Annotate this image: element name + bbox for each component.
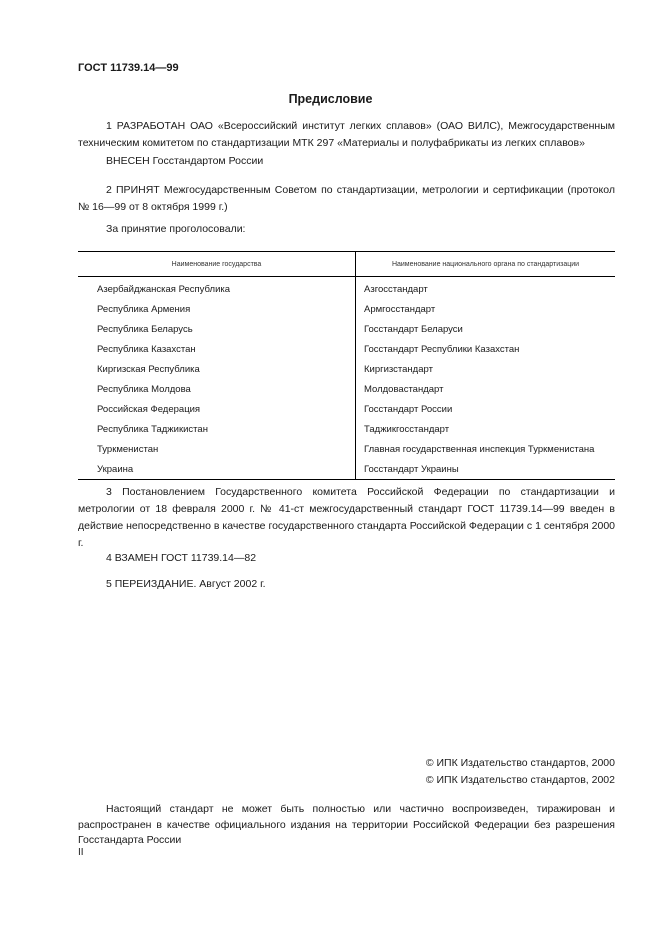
body-cell: Госстандарт России	[364, 403, 453, 415]
column-header-body: Наименование национального органа по стандартизации	[356, 252, 616, 277]
paragraph-enacted	[78, 484, 615, 552]
paragraph-replaces-text: 4 ВЗАМЕН ГОСТ 11739.14—82	[106, 552, 257, 564]
reproduction-notice-text: Настоящий стандарт не может быть полностью или частично воспроизведен, тиражирован и распространен в качестве официального издания на территории Российской Федерации без разрешения Госстандарта России	[78, 803, 615, 846]
paragraph-developed	[78, 118, 615, 152]
paragraph-reissue	[78, 576, 615, 593]
body-cell: Госстандарт Беларуси	[364, 323, 463, 335]
body-cell: Армгосстандарт	[364, 303, 436, 315]
paragraph-voted	[78, 221, 615, 238]
page-number: II	[78, 847, 84, 858]
paragraph-voted-text: За принятие проголосовали:	[106, 223, 246, 235]
table-row	[78, 419, 615, 439]
body-cell: Молдовастандарт	[364, 383, 444, 395]
paragraph-introduced-text: ВНЕСЕН Госстандартом России	[106, 155, 264, 167]
state-cell: Республика Молдова	[78, 379, 356, 399]
body-cell: Главная государственная инспекция Туркменистана	[364, 443, 595, 455]
paragraph-introduced	[78, 153, 615, 170]
body-cell: Азгосстандарт	[364, 283, 428, 295]
body-cell: Госстандарт Республики Казахстан	[364, 343, 520, 355]
table-header-row	[78, 252, 615, 277]
state-cell: Республика Беларусь	[78, 319, 356, 339]
standard-code: ГОСТ 11739.14—99	[78, 62, 179, 74]
table-row	[78, 459, 615, 480]
voting-table	[78, 251, 615, 480]
body-cell: Киргизстандарт	[364, 363, 433, 375]
copyright-2002: © ИПК Издательство стандартов, 2002	[425, 774, 615, 786]
state-cell: Республика Таджикистан	[78, 419, 356, 439]
paragraph-reissue-text: 5 ПЕРЕИЗДАНИЕ. Август 2002 г.	[106, 578, 266, 590]
table-row	[78, 319, 615, 339]
table-row	[78, 399, 615, 419]
table-row	[78, 299, 615, 319]
paragraph-developed-text: 1 РАЗРАБОТАН ОАО «Всероссийский институт легких сплавов» (ОАО ВИЛС), Межгосударственным техническим комитетом по стандартизации МТК 297 «Материалы и полуфабрикаты из легких сплавов»	[78, 120, 615, 149]
state-cell: Туркменистан	[78, 439, 356, 459]
table-row	[78, 359, 615, 379]
body-cell: Таджикгосстандарт	[364, 423, 450, 435]
column-header-state: Наименование государства	[78, 252, 356, 277]
state-cell: Республика Армения	[78, 299, 356, 319]
state-cell: Украина	[78, 459, 356, 480]
paragraph-enacted-text: 3 Постановлением Государственного комитета Российской Федерации по стандартизации и метрологии от 18 февраля 2000 г. № 41-ст межгосударственный стандарт ГОСТ 11739.14—99 введен в действие непосредственно в качестве государственного стандарта Российской Федерации с 1 сентября 2000 г.	[78, 486, 615, 549]
copyright-2000: © ИПК Издательство стандартов, 2000	[425, 757, 615, 769]
page-title: Предисловие	[288, 92, 373, 106]
paragraph-adopted	[78, 182, 615, 216]
state-cell: Республика Казахстан	[78, 339, 356, 359]
table-row	[78, 277, 615, 300]
state-cell: Азербайджанская Республика	[78, 277, 356, 300]
paragraph-replaces	[78, 550, 615, 567]
state-cell: Киргизская Республика	[78, 359, 356, 379]
table-row	[78, 439, 615, 459]
paragraph-adopted-text: 2 ПРИНЯТ Межгосударственным Советом по стандартизации, метрологии и сертификации (протокол № 16—99 от 8 октября 1999 г.)	[78, 184, 615, 213]
state-cell: Российская Федерация	[78, 399, 356, 419]
table-row	[78, 339, 615, 359]
table-row	[78, 379, 615, 399]
reproduction-notice	[78, 802, 615, 849]
body-cell: Госстандарт Украины	[356, 459, 616, 480]
